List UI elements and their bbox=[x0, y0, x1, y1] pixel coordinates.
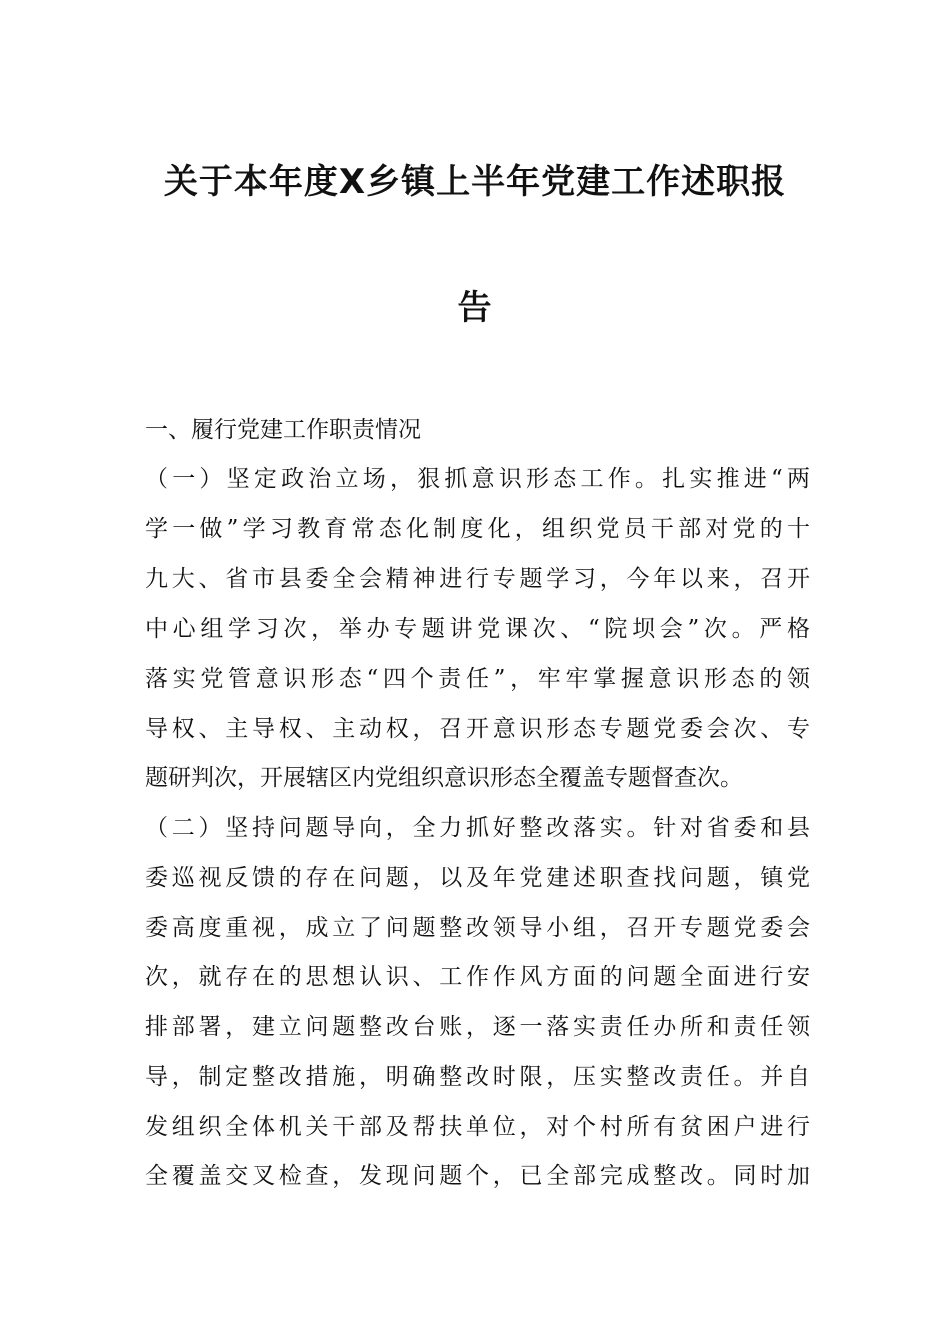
paragraph-line: 中心组学习次，举办专题讲党课次、“院坝会”次。严格 bbox=[145, 616, 810, 642]
paragraph-line: 排部署，建立问题整改台账，逐一落实责任办所和责任领 bbox=[145, 1014, 810, 1040]
paragraph-line: （二）坚持问题导向，全力抓好整改落实。针对省委和县 bbox=[145, 815, 810, 841]
paragraph-line: 题研判次，开展辖区内党组织意识形态全覆盖专题督查次。 bbox=[145, 765, 743, 791]
paragraph-line: 委巡视反馈的存在问题，以及年党建述职查找问题，镇党 bbox=[145, 865, 810, 891]
document-title-line-2: 告 bbox=[457, 288, 493, 328]
paragraph-line: 九大、省市县委全会精神进行专题学习，今年以来，召开 bbox=[145, 566, 810, 592]
paragraph-line: （一）坚定政治立场，狠抓意识形态工作。扎实推进“两 bbox=[145, 466, 810, 492]
paragraph-line: 全覆盖交叉检查，发现问题个，已全部完成整改。同时加 bbox=[145, 1163, 810, 1189]
paragraph-line: 学一做”学习教育常态化制度化，组织党员干部对党的十 bbox=[145, 516, 810, 542]
section-heading: 一、履行党建工作职责情况 bbox=[145, 417, 421, 443]
paragraph-line: 落实党管意识形态“四个责任”，牢牢掌握意识形态的领 bbox=[145, 666, 810, 692]
paragraph-line: 导权、主导权、主动权，召开意识形态专题党委会次、专 bbox=[145, 716, 810, 742]
paragraph-line: 次，就存在的思想认识、工作作风方面的问题全面进行安 bbox=[145, 964, 810, 990]
paragraph-line: 委高度重视，成立了问题整改领导小组，召开专题党委会 bbox=[145, 915, 810, 941]
paragraph-line: 导，制定整改措施，明确整改时限，压实整改责任。并自 bbox=[145, 1064, 810, 1090]
paragraph-line: 发组织全体机关干部及帮扶单位，对个村所有贫困户进行 bbox=[145, 1114, 810, 1140]
document-title-line-1: 关于本年度X乡镇上半年党建工作述职报 bbox=[163, 162, 787, 202]
